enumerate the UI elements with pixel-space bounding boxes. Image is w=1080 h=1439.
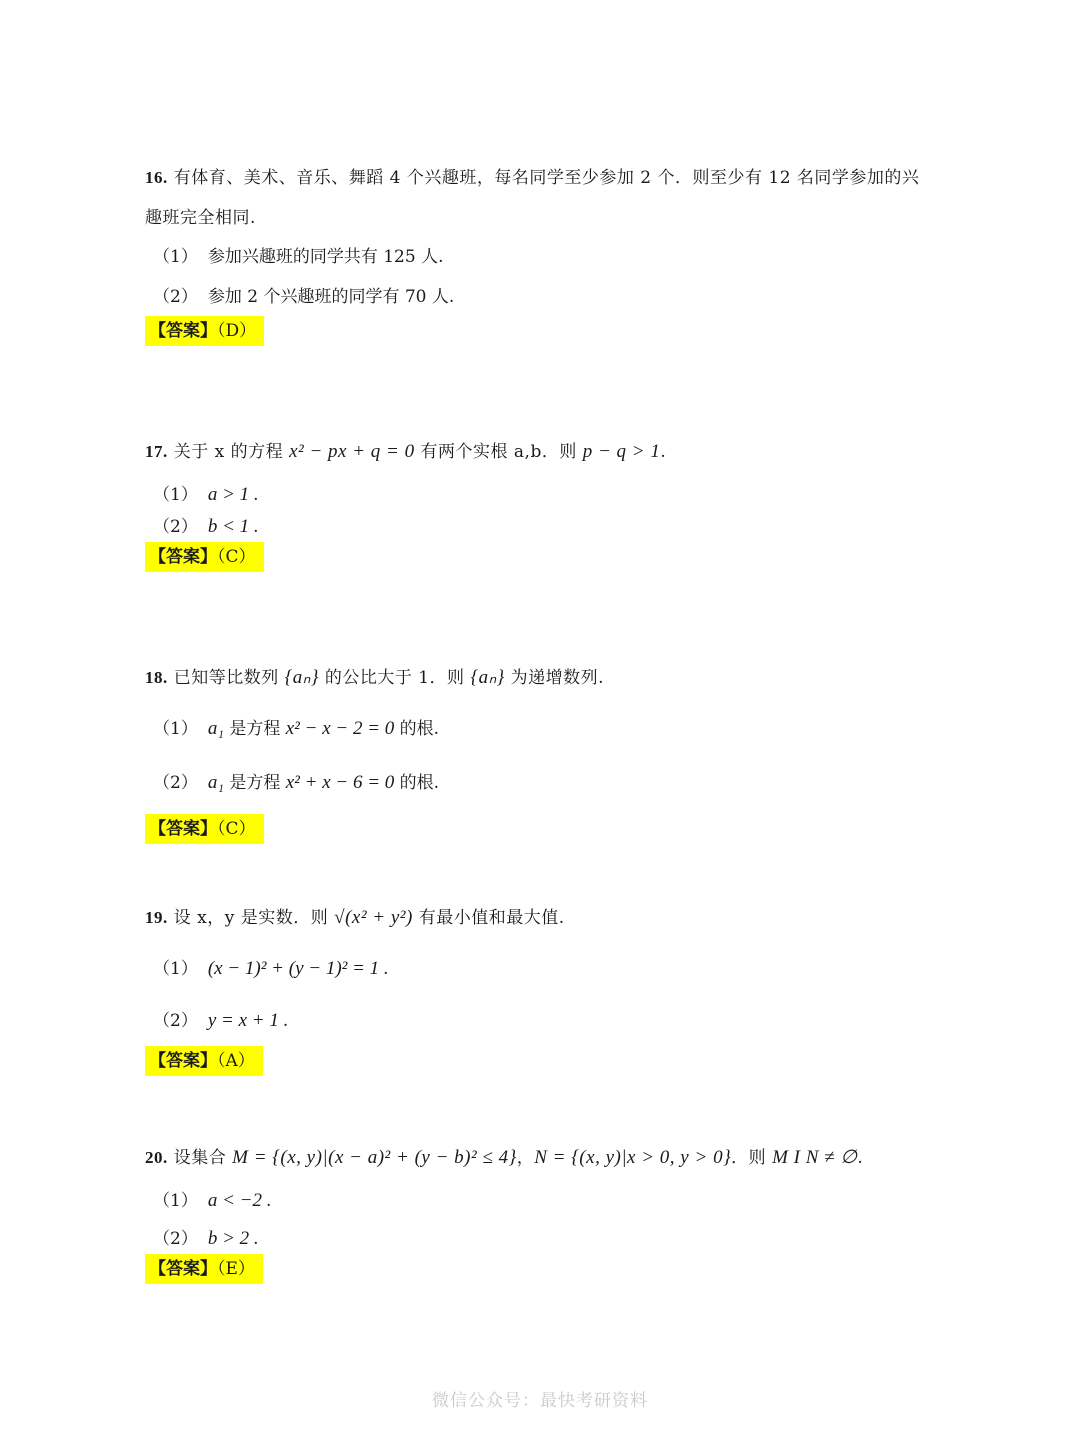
condition-equation: x² + x − 6 = 0 (285, 772, 395, 793)
stem-text: 设 x，y 是实数．则 (173, 908, 335, 928)
problem-19-answer-row (145, 1046, 945, 1076)
stem-text: 关于 x 的方程 (173, 442, 290, 462)
answer-value: （D） (217, 321, 257, 341)
condition-tag: （2） (153, 287, 198, 307)
problem-18 (145, 658, 945, 844)
problem-16-condition-1 (153, 242, 945, 272)
condition-equation: (x − 1)² + (y − 1)² = 1 . (207, 958, 389, 979)
condition-math: a₁ (207, 718, 224, 739)
problem-19-answer (145, 1046, 263, 1076)
set-m-definition: M = {(x, y)|(x − a)² + (y − b)² ≤ 4} (232, 1147, 517, 1168)
problem-18-condition-1 (153, 714, 945, 744)
condition-text: 参加兴趣班的同学共有 125 人. (207, 247, 444, 267)
problem-18-stem (145, 658, 945, 698)
condition-math: a > 1 . (207, 484, 259, 505)
problem-17-condition-1 (153, 480, 945, 510)
problem-17-stem (145, 432, 945, 472)
problem-20-condition-2 (153, 1224, 945, 1254)
problem-17 (145, 432, 945, 572)
condition-tag: （1） (153, 959, 198, 979)
stem-text: ．则 (731, 1148, 773, 1168)
problem-19-stem (145, 898, 945, 938)
problem-20 (145, 1138, 945, 1284)
condition-tag: （1） (153, 1191, 198, 1211)
condition-text: 的根. (394, 773, 440, 793)
problem-16-answer (145, 316, 264, 346)
set-intersection: M I N ≠ ∅ (772, 1147, 858, 1168)
stem-radical: √(x² + y²) (334, 907, 413, 928)
answer-label: 【答案】 (149, 321, 217, 341)
problem-20-answer-row (145, 1254, 945, 1284)
stem-text: 的公比大于 1．则 (318, 668, 471, 688)
stem-text: 设集合 (173, 1148, 233, 1168)
answer-value: （C） (217, 547, 256, 567)
set-n-definition: N = {(x, y)|x > 0, y > 0} (534, 1147, 732, 1168)
condition-inequality: b > 2 . (207, 1228, 259, 1249)
condition-tag: （2） (153, 517, 198, 537)
stem-text: ， (516, 1148, 535, 1168)
stem-text: . (857, 1148, 864, 1168)
problem-20-number: 20. (145, 1148, 168, 1167)
problem-18-condition-2 (153, 768, 945, 798)
condition-math: a₁ (207, 772, 224, 793)
condition-tag: （2） (153, 1229, 198, 1249)
answer-value: （A） (217, 1051, 255, 1071)
problem-19-condition-1 (153, 954, 945, 984)
condition-tag: （2） (153, 1011, 198, 1031)
watermark: 微信公众号：最快考研资料 (432, 1391, 648, 1411)
stem-text: 为递增数列. (504, 668, 605, 688)
problem-16-answer-row (145, 316, 945, 346)
condition-equation: y = x + 1 . (207, 1010, 289, 1031)
problem-17-condition-2 (153, 512, 945, 542)
problem-17-answer-row (145, 542, 945, 572)
condition-text: 是方程 (223, 773, 286, 793)
condition-text: 参加 2 个兴趣班的同学有 70 人. (207, 287, 455, 307)
problem-17-number: 17. (145, 442, 168, 461)
problem-20-condition-1 (153, 1186, 945, 1216)
problem-18-number: 18. (145, 668, 168, 687)
answer-label: 【答案】 (149, 819, 217, 839)
problem-16-number: 16. (145, 168, 168, 187)
stem-equation: x² − px + q = 0 (289, 441, 415, 462)
problem-18-answer-row (145, 814, 945, 844)
answer-label: 【答案】 (149, 1051, 217, 1071)
condition-tag: （1） (153, 485, 198, 505)
stem-text: . (660, 442, 667, 462)
stem-sequence: {aₙ} (284, 667, 319, 688)
problem-16-stem (145, 158, 945, 198)
stem-text: 有最小值和最大值. (412, 908, 565, 928)
stem-text: 有两个实根 a,b．则 (414, 442, 583, 462)
problem-18-answer (145, 814, 264, 844)
problem-20-stem (145, 1138, 945, 1178)
condition-inequality: a < −2 . (207, 1190, 272, 1211)
condition-text: 的根. (394, 719, 440, 739)
condition-tag: （1） (153, 247, 198, 267)
condition-equation: x² − x − 2 = 0 (285, 718, 395, 739)
problem-16-stem-line1: 有体育、美术、音乐、舞蹈 4 个兴趣班，每名同学至少参加 2 个．则至少有 12 名同学参加的兴 (173, 168, 920, 188)
condition-tag: （1） (153, 719, 198, 739)
stem-text: 已知等比数列 (173, 668, 285, 688)
problem-19-condition-2 (153, 1006, 945, 1036)
answer-value: （C） (217, 819, 256, 839)
problem-16-stem-line2: 趣班完全相同. (145, 208, 256, 228)
problem-16-condition-2 (153, 282, 945, 312)
stem-inequality: p − q > 1 (582, 441, 661, 462)
answer-label: 【答案】 (149, 547, 217, 567)
problem-16 (145, 158, 945, 346)
condition-text: 是方程 (223, 719, 286, 739)
problem-20-answer (145, 1254, 263, 1284)
answer-value: （E） (217, 1259, 255, 1279)
problem-17-answer (145, 542, 264, 572)
problem-19 (145, 898, 945, 1076)
problem-19-number: 19. (145, 908, 168, 927)
condition-tag: （2） (153, 773, 198, 793)
stem-sequence: {aₙ} (470, 667, 505, 688)
condition-math: b < 1 . (207, 516, 259, 537)
answer-label: 【答案】 (149, 1259, 217, 1279)
